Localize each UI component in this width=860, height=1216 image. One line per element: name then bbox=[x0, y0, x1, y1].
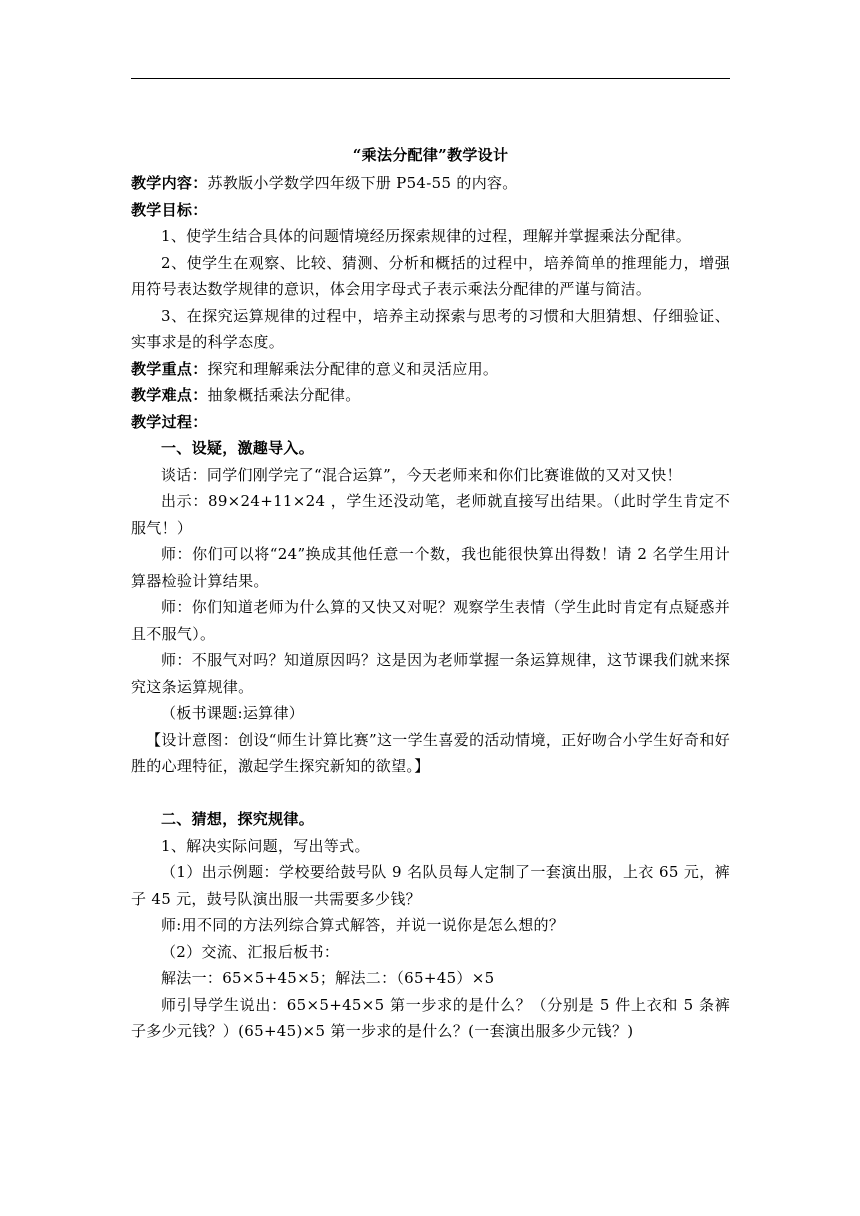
blank-line bbox=[131, 780, 730, 807]
teaching-difficulty-label: 教学难点： bbox=[131, 386, 208, 404]
teaching-difficulty bbox=[131, 382, 730, 409]
teaching-key-label: 教学重点： bbox=[131, 359, 208, 378]
section-2-example: （1）出示例题：学校要给鼓号队 9 名队员每人定制了一套演出服，上衣 65 元，裤子 45 元，鼓号队演出服一共需要多少钱？ bbox=[131, 863, 730, 908]
section-1-paragraph-4: 师：你们知道老师为什么算的又快又对呢？观察学生表情（学生此时肯定有点疑惑并且不服气）。 bbox=[131, 598, 730, 643]
board-title-note: （板书课题:运算律） bbox=[161, 704, 305, 722]
section-1-heading: 一、设疑，激趣导入。 bbox=[161, 439, 315, 457]
goal-3: 3、在探究运算规律的过程中，培养主动探索与思考的习惯和大胆猜想、仔细验证、实事求是的科学态度。 bbox=[131, 306, 730, 351]
section-2-heading: 二、猜想，探究规律。 bbox=[161, 810, 315, 828]
section-2-report: （2）交流、汇报后板书： bbox=[161, 942, 340, 961]
section-2-guidance: 师引导学生说出：65×5+45×5 第一步求的是什么？（分别是 5 件上衣和 5 条裤子多少元钱？）(65+45)×5 第一步求的是什么？(一套演出服多少元钱？) bbox=[131, 995, 730, 1040]
document-body bbox=[131, 140, 730, 1045]
teaching-content bbox=[131, 170, 730, 197]
section-1-paragraph-3: 师：你们可以将“24”换成其他任意一个数，我也能很快算出得数！请 2 名学生用计算器检验计算结果。 bbox=[131, 545, 730, 590]
teaching-difficulty-text: 抽象概括乘法分配律。 bbox=[207, 386, 361, 404]
section-2-teacher-prompt: 师:用不同的方法列综合算式解答，并说一说你是怎么想的？ bbox=[161, 916, 565, 934]
goal-2: 2、使学生在观察、比较、猜测、分析和概括的过程中，培养简单的推理能力，增强用符号表达数学规律的意识，体会用字母式子表示乘法分配律的严谨与简洁。 bbox=[131, 253, 730, 298]
teaching-content-text: 苏教版小学数学四年级下册 P54-55 的内容。 bbox=[207, 174, 518, 192]
design-intent-note: 【设计意图：创设“师生计算比赛”这一学生喜爱的活动情境，正好吻合小学生好奇和好胜的心理特征，激起学生探究新知的欲望。】 bbox=[131, 730, 730, 775]
section-1-paragraph-2: 出示：89×24+11×24 ，学生还没动笔，老师就直接写出结果。（此时学生肯定不服气！） bbox=[131, 492, 730, 537]
teaching-key-point bbox=[131, 356, 730, 383]
section-2-solutions: 解法一：65×5+45×5；解法二：（65+45）×5 bbox=[161, 969, 495, 987]
teaching-content-label: 教学内容： bbox=[131, 174, 208, 192]
teaching-process-label: 教学过程： bbox=[131, 412, 208, 431]
section-1-paragraph-1: 谈话：同学们刚学完了“混合运算”，今天老师来和你们比赛谁做的又对又快！ bbox=[161, 465, 682, 484]
section-1-paragraph-5: 师：不服气对吗？知道原因吗？这是因为老师掌握一条运算规律，这节课我们就来探究这条运算规律。 bbox=[131, 651, 730, 696]
document-title: “乘法分配律”教学设计 bbox=[352, 146, 509, 164]
teaching-key-text: 探究和理解乘法分配律的意义和灵活应用。 bbox=[207, 359, 499, 378]
header-rule bbox=[131, 78, 730, 79]
section-2-step-1: 1、解决实际问题，写出等式。 bbox=[161, 836, 370, 855]
goal-1: 1、使学生结合具体的问题情境经历探索规律的过程，理解并掌握乘法分配律。 bbox=[161, 227, 692, 245]
teaching-goals-label: 教学目标： bbox=[131, 200, 208, 219]
